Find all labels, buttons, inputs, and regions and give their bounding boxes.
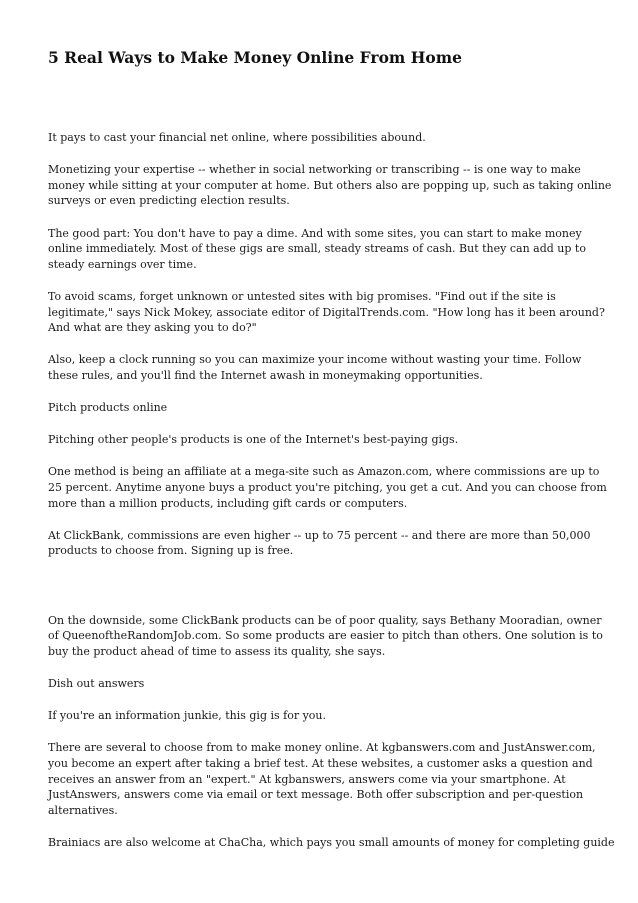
paragraph-answer-sites bbox=[48, 740, 594, 818]
paragraph-line: One method is being an affiliate at a mega-site such as Amazon.com, where commissions are up to bbox=[48, 465, 600, 479]
paragraph-clickbank bbox=[48, 528, 594, 559]
paragraph-line: The good part: You don't have to pay a dime. And with some sites, you can start to make money bbox=[48, 226, 582, 240]
paragraph-affiliate bbox=[48, 464, 607, 511]
paragraph-line: surveys or even predicting election results. bbox=[48, 194, 290, 208]
paragraph-intro bbox=[48, 130, 594, 146]
paragraph-line: of QueenoftheRandomJob.com. So some products are easier to pitch than others. One solution is to bbox=[48, 629, 603, 643]
paragraph-line: alternatives. bbox=[48, 803, 118, 817]
section-heading-text: Dish out answers bbox=[48, 677, 145, 690]
paragraph-line: Monetizing your expertise -- whether in social networking or transcribing -- is one way to make bbox=[48, 163, 581, 177]
paragraph-line: It pays to cast your financial net online, where possibilities abound. bbox=[48, 131, 426, 144]
paragraph-line: legitimate," says Nick Mokey, associate editor of DigitalTrends.com. "How long has it been around? bbox=[48, 305, 605, 319]
paragraph-line: Brainiacs are also welcome at ChaCha, which pays you small amounts of money for completing guide bbox=[48, 835, 615, 849]
paragraph-line: Pitching other people's products is one of the Internet's best-paying gigs. bbox=[48, 433, 459, 447]
paragraph-downside bbox=[48, 613, 603, 660]
paragraph-line: these rules, and you'll find the Internet awash in moneymaking opportunities. bbox=[48, 368, 483, 382]
document-body bbox=[48, 130, 615, 867]
paragraph-line: And what are they asking you to do?" bbox=[48, 321, 257, 335]
paragraph-information-junkie bbox=[48, 708, 594, 724]
paragraph-line: steady earnings over time. bbox=[48, 257, 197, 271]
paragraph-line: On the downside, some ClickBank products can be of poor quality, says Bethany Mooradian, owner bbox=[48, 613, 602, 627]
paragraph-pitching bbox=[48, 432, 594, 448]
paragraph-line: you become an expert after taking a brief test. At these websites, a customer asks a question and bbox=[48, 756, 593, 770]
paragraph-avoid-scams bbox=[48, 289, 605, 336]
paragraph-line: online immediately. Most of these gigs are small, steady streams of cash. But they can add up to bbox=[48, 242, 586, 256]
paragraph-monetizing bbox=[48, 162, 612, 209]
paragraph-line: If you're an information junkie, this gig is for you. bbox=[48, 709, 327, 723]
paragraph-good-part bbox=[48, 226, 594, 273]
paragraph-line: more than a million products, including gift cards or computers. bbox=[48, 496, 408, 510]
paragraph-line: 25 percent. Anytime anyone buys a product you're pitching, you get a cut. And you can choose from bbox=[48, 481, 607, 495]
section-heading-pitch-products bbox=[48, 400, 594, 416]
paragraph-line: At ClickBank, commissions are even higher -- up to 75 percent -- and there are more than 50,000 bbox=[48, 528, 591, 542]
paragraph-line: To avoid scams, forget unknown or untested sites with big promises. "Find out if the site is bbox=[48, 289, 556, 303]
paragraph-line: There are several to choose from to make money online. At kgbanswers.com and JustAnswer.com, bbox=[48, 741, 596, 755]
section-heading-text: Pitch products online bbox=[48, 401, 168, 415]
paragraph-line: Also, keep a clock running so you can maximize your income without wasting your time. Follow bbox=[48, 353, 582, 367]
section-heading-dish-out-answers bbox=[48, 676, 594, 692]
paragraph-line: money while sitting at your computer at home. But others also are popping up, such as taking online bbox=[48, 178, 612, 192]
document-title: 5 Real Ways to Make Money Online From Home bbox=[48, 48, 462, 67]
paragraph-line: receives an answer from an "expert." At kgbanswers, answers come via your smartphone. At bbox=[48, 772, 566, 786]
paragraph-chacha bbox=[48, 835, 615, 851]
blank-spacer bbox=[48, 576, 594, 613]
paragraph-line: buy the product ahead of time to assess its quality, she says. bbox=[48, 644, 386, 658]
paragraph-line: JustAnswers, answers come via email or text message. Both offer subscription and per-question bbox=[48, 788, 584, 802]
paragraph-clock bbox=[48, 352, 594, 383]
paragraph-line: products to choose from. Signing up is free. bbox=[48, 544, 294, 558]
